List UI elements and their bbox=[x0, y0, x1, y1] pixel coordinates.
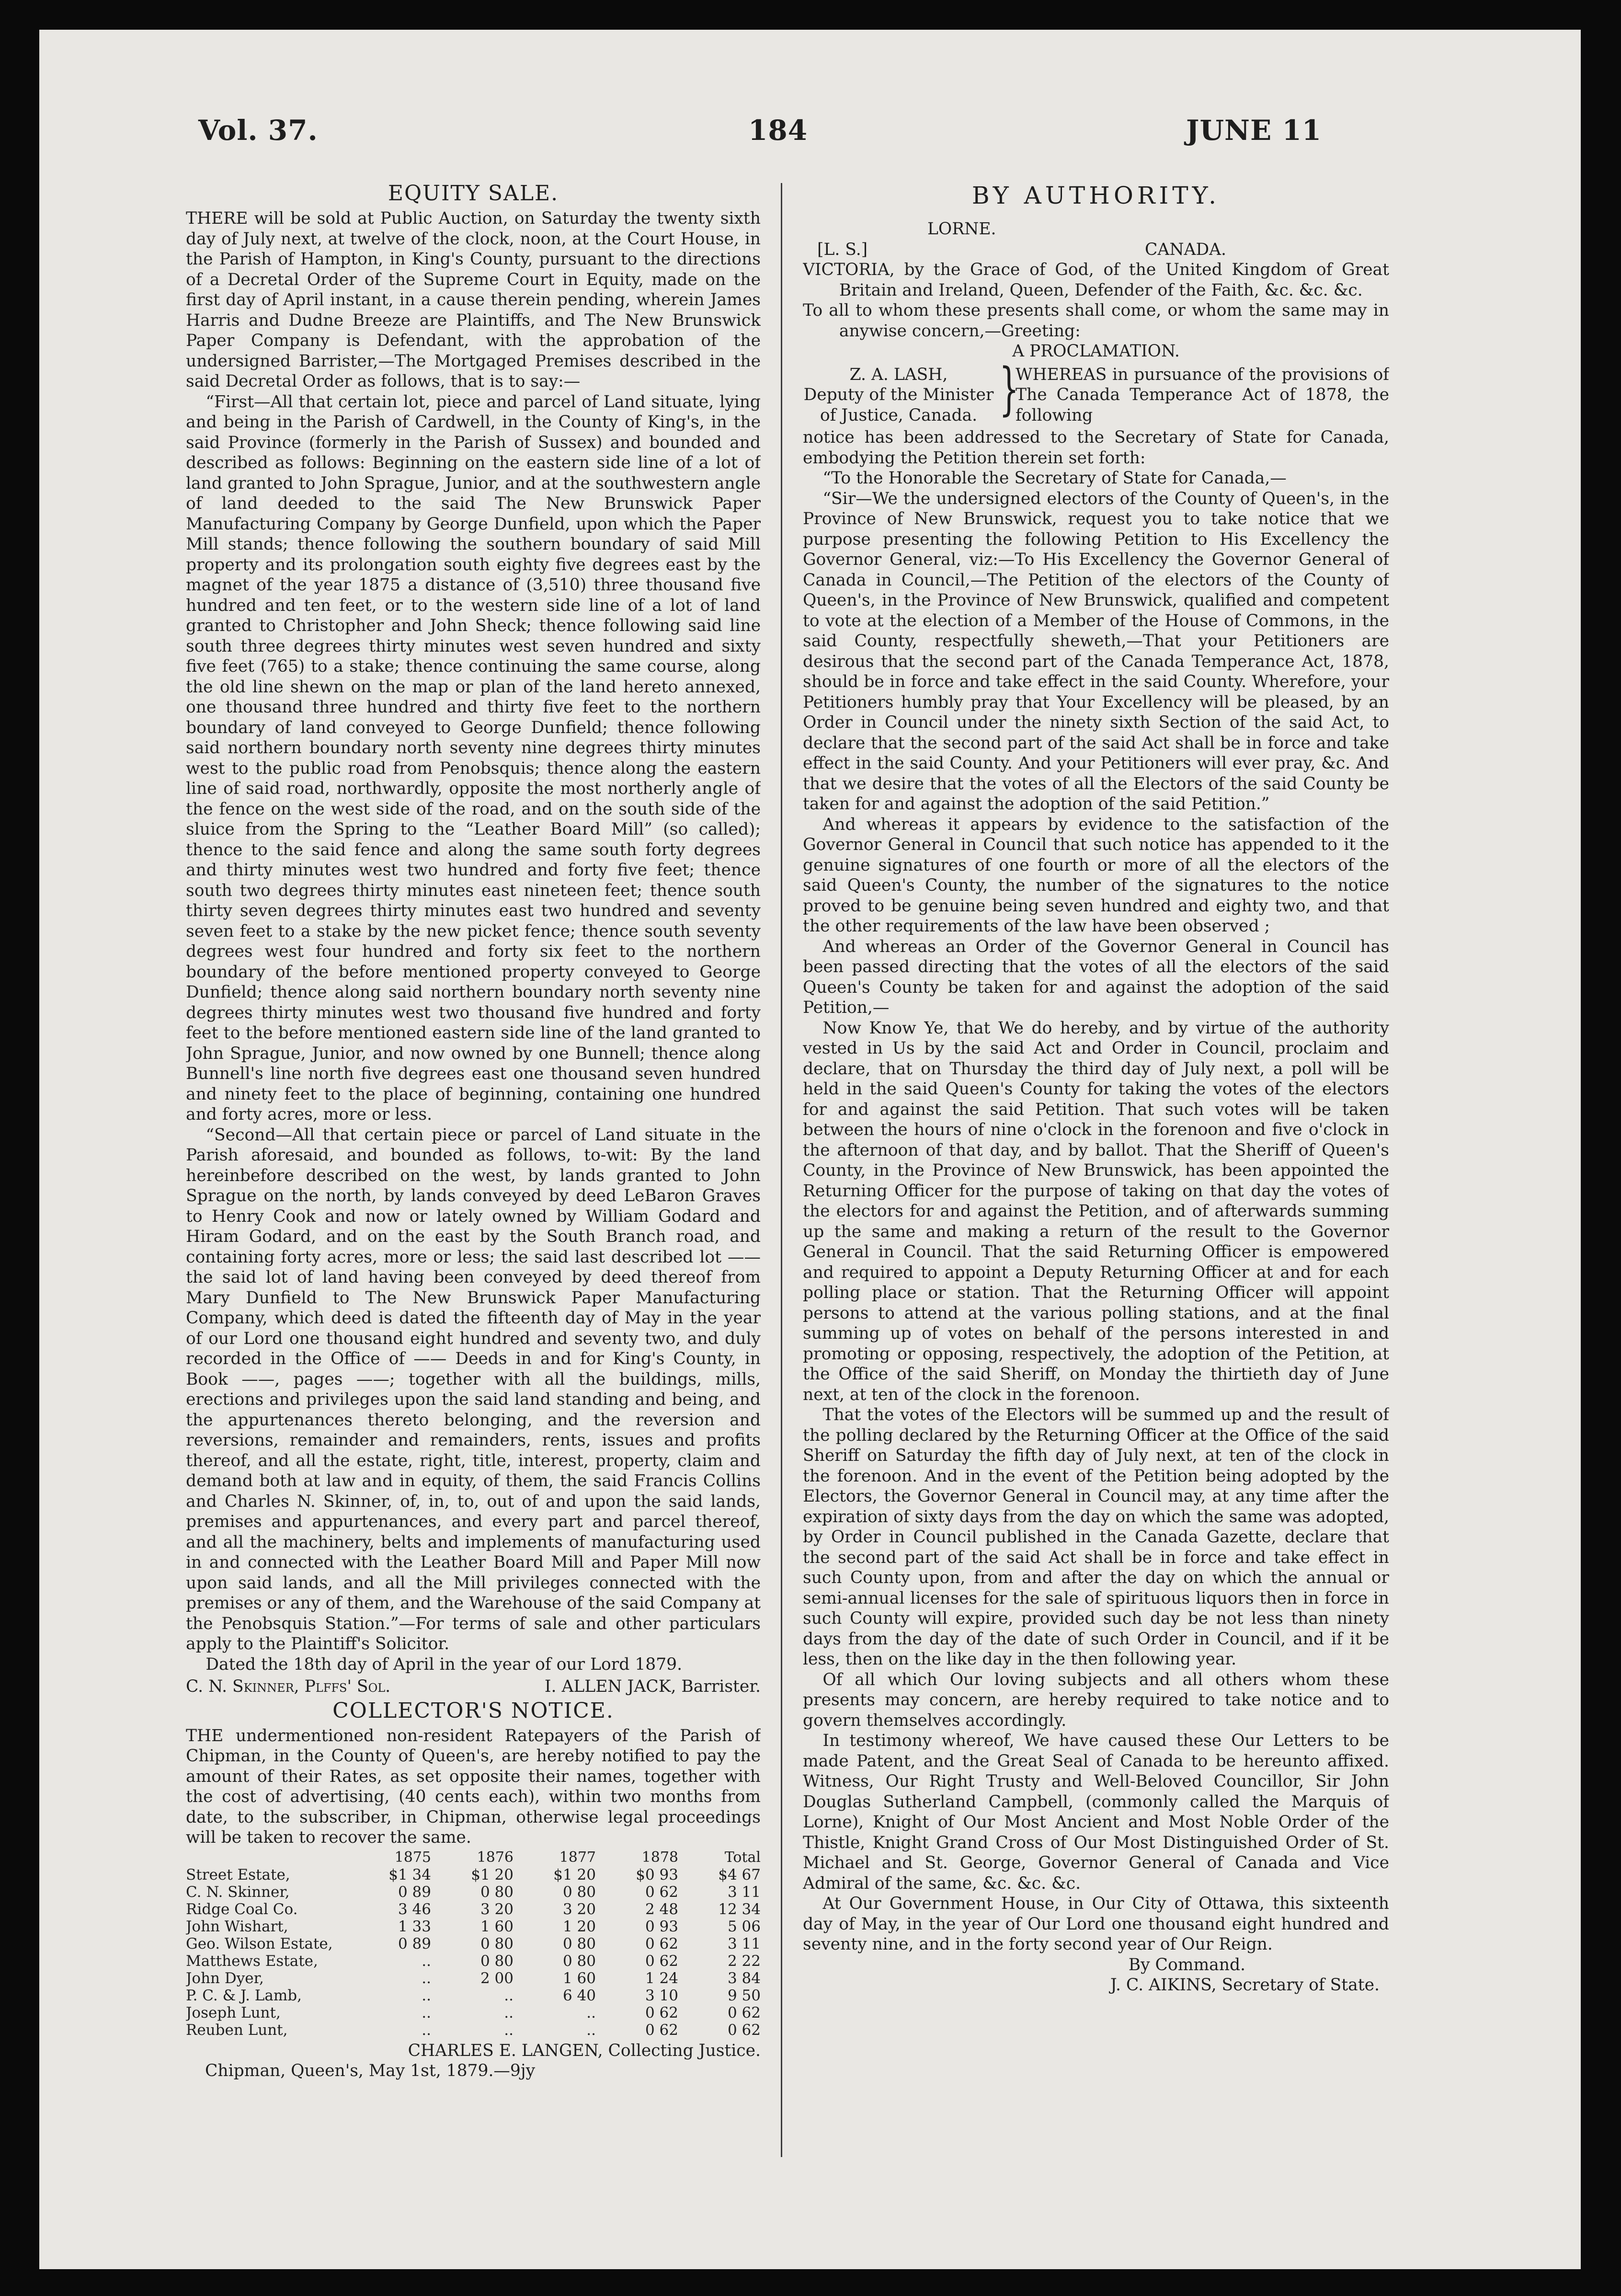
whereas-first: WHEREAS in pursuance of the provisions of The Canada Temperance Act of 1878, the following bbox=[1016, 365, 1389, 425]
table-row bbox=[186, 1918, 761, 1935]
rate-cell: .. bbox=[504, 1986, 514, 2004]
rate-cell: .. bbox=[586, 2004, 596, 2021]
seal-line bbox=[803, 240, 1389, 260]
rate-cell: $0 93 bbox=[636, 1866, 678, 1883]
table-row bbox=[186, 1883, 761, 1901]
rate-cell: 0 62 bbox=[727, 2021, 761, 2039]
rate-cell: Street Estate, bbox=[186, 1866, 290, 1883]
rates-header-total: Total bbox=[724, 1848, 761, 1866]
rate-cell: 1 20 bbox=[562, 1917, 596, 1935]
column-divider bbox=[781, 183, 782, 2157]
rate-cell: Geo. Wilson Estate, bbox=[186, 1935, 333, 1952]
rate-cell: 0 93 bbox=[645, 1917, 678, 1935]
table-row bbox=[186, 1901, 761, 1918]
equity-sale-intro: THERE will be sold at Public Auction, on Saturday the twenty sixth day of July next, at twelve of the clock, noon, at the Court House, in the Parish of Hampton, in King's County, pursuant to the directions of a Decretal Order of the Supreme Court in Equity, made on the first day of April instant, in a cause therein pending, wherein James Harris and Dudne Breeze are Plaintiffs, and The New Brunswick Paper Company is Defendant, with the approbation of the undersigned Barrister,—The Mortgaged Premises described in the said Decretal Order as follows, that is to say:— bbox=[186, 209, 761, 391]
government-house: At Our Government House, in Our City of Ottawa, this sixteenth day of May, in the year of Our Lord one thousand eight hundred and seventy nine, and in the forty second year of Our Reign. bbox=[803, 1894, 1389, 1954]
to-honorable: “To the Honorable the Secretary of State for Canada,— bbox=[822, 469, 1287, 488]
rate-cell: John Wishart, bbox=[186, 1917, 288, 1935]
solicitor-signature: C. N. Skinner, Plffs' Sol. bbox=[186, 1677, 391, 1696]
rate-cell: C. N. Skinner, bbox=[186, 1883, 290, 1901]
rate-cell: $1 20 bbox=[471, 1866, 514, 1883]
rate-cell: 12 34 bbox=[718, 1900, 761, 1918]
table-row bbox=[186, 1866, 761, 1883]
petition-text: “Sir—We the undersigned electors of the County of Queen's, in the Province of New Brunswick, request you to take notice that we purpose presenting the following Petition to His Excellency the Governor General, viz:—To His Excellency the Governor General of Canada in Council,—The Petition of the electors of the County of Queen's, in the Province of New Brunswick, qualified and competent to vote at the election of a Member of the House of Commons, in the said County, respectfully sheweth,—That your Petitioners are desirous that the second part of the Canada Temperance Act, 1878, should be in force and take effect in the said County. Wherefore, your Petitioners humbly pray that Your Excellency will be pleased, by an Order in Council under the ninety sixth Section of the said Act, to declare that the second part of the said Act shall be in force and take effect in the said County. And your Petitioners will ever pray, &c. And that we desire that the votes of all the Electors of the said County be taken for and against the adoption of the said Petition.” bbox=[803, 489, 1389, 814]
rate-cell: $1 20 bbox=[553, 1866, 596, 1883]
rate-cell: 5 06 bbox=[727, 1917, 761, 1935]
rate-cell: P. C. & J. Lamb, bbox=[186, 1986, 302, 2004]
rate-cell: .. bbox=[422, 1986, 431, 2004]
rates-header-name bbox=[186, 1849, 349, 1866]
rate-cell: 3 84 bbox=[727, 1969, 761, 1987]
rate-cell: Joseph Lunt, bbox=[186, 2004, 281, 2021]
rate-cell: 9 50 bbox=[727, 1986, 761, 2004]
rate-cell: 0 62 bbox=[645, 2004, 678, 2021]
to-all-greeting: To all to whom these presents shall come, or whom the same may in anywise concern,—Greeting: bbox=[803, 301, 1389, 341]
equity-sale-second-lot: “Second—All that certain piece or parcel of Land situate in the Parish aforesaid, and bounded as follows, to-wit: By the land hereinbefore described on the west, by lands granted to John Sprague on the north, by lands conveyed by deed LeBaron Graves to Henry Cook and now or lately owned by William Godard and Hiram Godard, and on the east by the South Branch road, and containing forty acres, more or less; the said last described lot —— the said lot of land having been conveyed by deed thereof from Mary Dunfield to The New Brunswick Paper Manufacturing Company, which deed is dated the fifteenth day of May in the year of our Lord one thousand eight hundred and seventy two, and duly recorded in the Office of —— Deeds in and for King's County, in Book ——, pages ——; together with all the buildings, mills, erections and privileges upon the said land standing and being, and the appurtenances thereto belonging, and the reversion and reversions, remainder and remainders, rents, issues and profits thereof, and all the estate, right, title, interest, property, claim and demand both at law and in equity, of them, the said Francis Collins and Charles N. Skinner, of, in, to, out of and upon the said lands, premises and appurtenances, and every part and parcel thereof, and all the machinery, belts and implements of manufacturing used in and connected with the Leather Board Mill and Paper Mill now upon said lands, and all the Mill privileges connected with the premises or any of them, and the Warehouse of the said Company at the Penobsquis Station.”—For terms of sale and other particulars apply to the Plaintiff's Solicitor. bbox=[186, 1125, 761, 1653]
rate-cell: 3 20 bbox=[480, 1900, 514, 1918]
rate-cell: 0 89 bbox=[398, 1883, 431, 1901]
votes-summed: That the votes of the Electors will be summed up and the result of the polling declared by the Returning Officer at the Office of the said Sheriff on Saturday the fifth day of July next, at ten of the clock in the forenoon. And in the event of the Petition being adopted by the Electors, the Governor General in Council may, at any time after the expiration of sixty days from the day on which the same was adopted, by Order in Council published in the Canada Gazette, declare that the second part of the said Act shall be in force and take effect in such County upon, from and after the day on which the annual or semi-annual licenses for the sale of spirituous liquors then in force in such County will expire, provided such day be not less than ninety days from the day of the date of such Order in Council, and if it be less, then on the like day in the then following year. bbox=[803, 1405, 1389, 1669]
collector-place-date: Chipman, Queen's, May 1st, 1879.—9jy bbox=[205, 2061, 536, 2080]
rate-cell: 1 60 bbox=[480, 1917, 514, 1935]
by-command: By Command. bbox=[1128, 1955, 1245, 1975]
aikins-signature: J. C. AIKINS, Secretary of State. bbox=[1110, 1975, 1380, 1995]
lash-block bbox=[803, 355, 1389, 426]
lash-name: Z. A. LASH, bbox=[849, 365, 948, 384]
table-row bbox=[186, 2021, 761, 2039]
rate-cell: 2 00 bbox=[480, 1969, 514, 1987]
issue-date: JUNE 11 bbox=[1186, 114, 1322, 147]
rate-cell: $4 67 bbox=[718, 1866, 761, 1883]
by-authority-title: BY AUTHORITY. bbox=[971, 182, 1221, 209]
rate-cell: .. bbox=[586, 2021, 596, 2039]
victoria-style: VICTORIA, by the Grace of God, of the United Kingdom of Great Britain and Ireland, Queen, Defender of the Faith, &c. &c. &c. bbox=[803, 260, 1389, 300]
table-row bbox=[186, 1987, 761, 2004]
rate-cell: 0 80 bbox=[480, 1952, 514, 1970]
rate-cell: .. bbox=[422, 2021, 431, 2039]
rate-cell: .. bbox=[504, 2021, 514, 2039]
equity-sale-title: EQUITY SALE. bbox=[388, 181, 559, 206]
canada-label: CANADA. bbox=[1145, 240, 1226, 259]
rate-cell: .. bbox=[422, 1952, 431, 1970]
table-row bbox=[186, 1970, 761, 1987]
collector-signature: CHARLES E. LANGEN, Collecting Justice. bbox=[408, 2041, 761, 2060]
equity-sale-dated: Dated the 18th day of April in the year of our Lord 1879. bbox=[205, 1654, 683, 1674]
rate-cell: 0 80 bbox=[480, 1883, 514, 1901]
barrister-signature: I. ALLEN JACK, Barrister. bbox=[544, 1677, 761, 1696]
rate-cell: 3 46 bbox=[398, 1900, 431, 1918]
now-know-ye: Now Know Ye, that We do hereby, and by virtue of the authority vested in Us by the said Act and Order in Council, proclaim and declare, that on Thursday the third day of July next, a poll will be held in the said Queen's County for taking the votes of the electors for and against the said Petition. That such votes will be taken between the hours of nine o'clock in the forenoon and five o'clock in the afternoon of that day, and by ballot. That the Sheriff of Queen's County, in the Province of New Brunswick, has been appointed the Returning Officer for the purpose of taking on that day the votes of the electors for and against the Petition, and of afterwards summing up the same and making a return of the result to the Governor General in Council. That the said Returning Officer is empowered and required to appoint a Deputy Returning Officer at and for each polling place or station. That the Returning Officer will appoint persons to attend at the various polling stations, and at the final summing up of votes on behalf of the persons interested in and promoting or opposing, respectively, the adoption of the Petition, at the Office of the said Sheriff, on Monday the thirtieth day of June next, at ten of the clock in the forenoon. bbox=[803, 1018, 1389, 1404]
of-all-which: Of all which Our loving subjects and all others whom these presents may concern, are hereby required to take notice and to govern themselves accordingly. bbox=[803, 1670, 1389, 1730]
rate-cell: 0 80 bbox=[562, 1883, 596, 1901]
page-number: 184 bbox=[748, 114, 808, 147]
rate-cell: Ridge Coal Co. bbox=[186, 1900, 298, 1918]
collector-notice-title: COLLECTOR'S NOTICE. bbox=[332, 1698, 614, 1723]
rate-cell: 0 62 bbox=[645, 2021, 678, 2039]
rate-cell: 0 80 bbox=[480, 1935, 514, 1952]
rate-cell: 0 80 bbox=[562, 1935, 596, 1952]
equity-sale-signatures bbox=[186, 1676, 761, 1697]
seal-mark: [L. S.] bbox=[817, 240, 868, 259]
equity-sale-first-lot: “First—All that certain lot, piece and parcel of Land situate, lying and being in the Parish of Cardwell, in the County of King's, in the said Province (formerly in the Parish of Sussex) and bounded and described as follows: Beginning on the eastern side line of a lot of land granted to John Sprague, Junior, and at the southwestern angle of land deeded to the said The New Brunswick Paper Manufacturing Company by George Dunfield, upon which the Paper Mill stands; thence following the southern boundary of said Mill property and its prolongation south eighty five degrees east by the magnet of the year 1875 a distance of (3,510) three thousand five hundred and ten feet, or to the western side line of a lot of land granted to Christopher and John Sheck; thence following said line south three degrees thirty minutes west seven hundred and sixty five feet (765) to a stake; thence continuing the same course, along the old line shewn on the map or plan of the land hereto annexed, one thousand three hundred and thirty five feet to the northern boundary of land conveyed to George Dunfield; thence following said northern boundary north seventy nine degrees thirty minutes west to the public road from Penobsquis; thence along the eastern line of said road, northwardly, opposite the most northerly angle of the fence on the west side of the road, and on the south side of the sluice from the Spring to the “Leather Board Mill” (so called); thence to the said fence and along the same south forty degrees and thirty minutes west two hundred and forty five feet; thence south two degrees thirty minutes east nineteen feet; thence south thirty seven degrees thirty minutes east two hundred and seventy seven feet to a stake by the new picket fence; thence south seventy degrees west four hundred and forty six feet to the northern boundary of the before mentioned property conveyed to George Dunfield; thence along said northern boundary north seventy nine degrees thirty minutes west two thousand five hundred and forty feet to the before mentioned eastern side line of the land granted to John Sprague, Junior, and now owned by one Bunnell; thence along Bunnell's line north five degrees east one thousand seven hundred and ninety feet to the place of beginning, containing one hundred and forty acres, more or less. bbox=[186, 392, 761, 1124]
collector-notice-intro: THE undermentioned non-resident Ratepayers of the Parish of Chipman, in the County of Queen's, are hereby notified to pay the amount of their Rates, as set opposite their names, together with the cost of advertising, (40 cents each), within two months from date, to the subscriber, in Chipman, otherwise legal proceedings will be taken to recover the same. bbox=[186, 1726, 761, 1847]
rate-cell: Matthews Estate, bbox=[186, 1952, 318, 1970]
lorne-signature: LORNE. bbox=[927, 219, 996, 239]
rate-cell: 0 62 bbox=[645, 1952, 678, 1970]
rates-header-1877: 1877 bbox=[559, 1848, 596, 1866]
rates-header-1876: 1876 bbox=[477, 1848, 514, 1866]
lash-attribution bbox=[803, 365, 994, 426]
lash-title: Deputy of the Minister of Justice, Canada. bbox=[803, 385, 994, 425]
rates-header-1875: 1875 bbox=[394, 1848, 431, 1866]
rate-cell: 0 62 bbox=[645, 1883, 678, 1901]
in-testimony: In testimony whereof, We have caused these Our Letters to be made Patent, and the Great Seal of Canada to be hereunto affixed. Witness, Our Right Trusty and Well-Beloved Councillor, Sir John Douglas Sutherland Campbell, (commonly called the Marquis of Lorne), Knight of Our Most Ancient and Most Noble Order of the Thistle, Knight Grand Cross of Our Most Distinguished Order of St. Michael and St. George, Governor General of Canada and Vice Admiral of the same, &c. &c. &c. bbox=[803, 1731, 1389, 1893]
rate-cell: 0 89 bbox=[398, 1935, 431, 1952]
rate-cell: .. bbox=[504, 2004, 514, 2021]
rates-table-header bbox=[186, 1849, 761, 1866]
whereas-second: And whereas it appears by evidence to the satisfaction of the Governor General in Council that such notice has appended to it the genuine signatures of one fourth or more of all the electors of the said Queen's County, the number of the signatures to the notice proved to be genuine being seven hundred and eighty two, and that the other requirements of the law have been observed ; bbox=[803, 815, 1389, 936]
rate-cell: 1 33 bbox=[398, 1917, 431, 1935]
proclamation-heading: A PROCLAMATION. bbox=[1012, 342, 1180, 361]
rates-header-1878: 1878 bbox=[641, 1848, 678, 1866]
rate-cell: 3 10 bbox=[645, 1986, 678, 2004]
right-column bbox=[803, 181, 1389, 2183]
rate-cell: 3 20 bbox=[562, 1900, 596, 1918]
rate-cell: 0 80 bbox=[562, 1952, 596, 1970]
rates-table bbox=[186, 1849, 761, 2039]
whereas-first-continued: notice has been addressed to the Secretary of State for Canada, embodying the Petition therein set forth: bbox=[803, 428, 1389, 468]
rate-cell: .. bbox=[422, 2004, 431, 2021]
rate-cell: 1 60 bbox=[562, 1969, 596, 1987]
brace-mark: } bbox=[999, 355, 1019, 422]
rate-cell: Reuben Lunt, bbox=[186, 2021, 288, 2039]
rate-cell: 6 40 bbox=[562, 1986, 596, 2004]
rate-cell: 1 24 bbox=[645, 1969, 678, 1987]
whereas-third: And whereas an Order of the Governor General in Council has been passed directing that the votes of all the electors of the said Queen's County be taken for and against the adoption of the said Petition,— bbox=[803, 937, 1389, 1017]
rate-cell: .. bbox=[422, 1969, 431, 1987]
newspaper-page bbox=[39, 30, 1581, 2269]
table-row bbox=[186, 1952, 761, 1970]
rate-cell: 2 22 bbox=[727, 1952, 761, 1970]
rate-cell: $1 34 bbox=[388, 1866, 431, 1883]
table-row bbox=[186, 2004, 761, 2021]
volume-label: Vol. 37. bbox=[198, 114, 318, 147]
table-row bbox=[186, 1935, 761, 1952]
rate-cell: 0 62 bbox=[645, 1935, 678, 1952]
rate-cell: 3 11 bbox=[727, 1883, 761, 1901]
rate-cell: 2 48 bbox=[645, 1900, 678, 1918]
rate-cell: 3 11 bbox=[727, 1935, 761, 1952]
rate-cell: 0 62 bbox=[727, 2004, 761, 2021]
left-column bbox=[186, 181, 761, 2183]
rate-cell: John Dyer, bbox=[186, 1969, 264, 1987]
